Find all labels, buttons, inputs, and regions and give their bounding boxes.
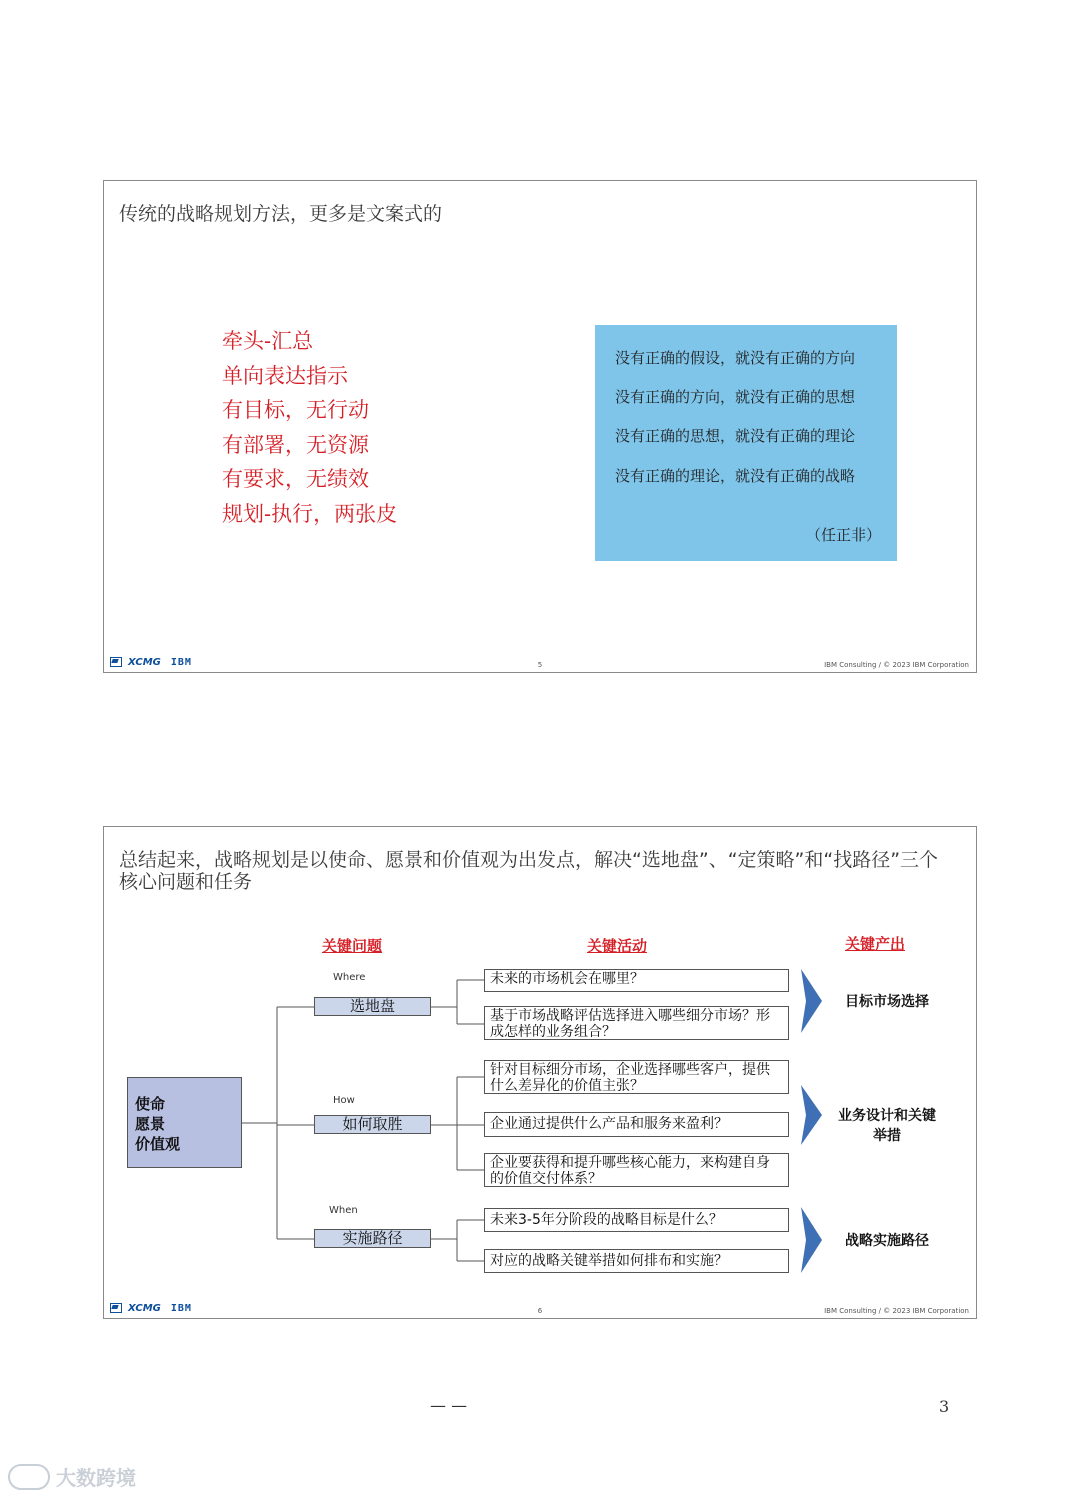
- activity-box: 对应的战略关键举措如何排布和实施？: [484, 1249, 789, 1273]
- quote-author: （任正非）: [805, 526, 881, 544]
- question-box: 如何取胜: [314, 1115, 431, 1134]
- watermark-logo-icon: [8, 1464, 50, 1490]
- output-text: 目标市场选择: [845, 994, 929, 1010]
- ibm-logo: IBM: [170, 656, 192, 668]
- page-number: 3: [939, 1397, 950, 1416]
- slide-page-number: 6: [537, 1307, 543, 1315]
- activity-box: 基于市场战略评估选择进入哪些细分市场？形成怎样的业务组合？: [484, 1006, 789, 1040]
- problem-item: 有目标，无行动: [222, 398, 369, 422]
- slide-strategy-summary: [103, 826, 977, 1319]
- quote-box: [595, 325, 897, 561]
- slide-page-number: 5: [537, 661, 543, 669]
- output-text: 战略实施路径: [845, 1233, 929, 1249]
- quote-line: 没有正确的思想，就没有正确的理论: [615, 427, 856, 445]
- activity-box: 未来的市场机会在哪里？: [484, 969, 789, 992]
- activity-box: 未来3-5年分阶段的战略目标是什么？: [484, 1208, 789, 1232]
- activity-box: 企业要获得和提升哪些核心能力，来构建自身的价值交付体系？: [484, 1153, 789, 1187]
- question-en-label: When: [329, 1205, 358, 1216]
- activity-box: 针对目标细分市场，企业选择哪些客户，提供什么差异化的价值主张？: [484, 1060, 789, 1094]
- watermark-text: 大数跨境: [56, 1466, 136, 1490]
- problem-item: 有要求，无绩效: [222, 467, 369, 491]
- problem-item: 规划-执行，两张皮: [222, 501, 398, 526]
- header-key-questions: 关键问题: [322, 937, 383, 955]
- question-en-label: Where: [333, 972, 366, 983]
- question-en-label: How: [333, 1095, 355, 1106]
- slide-title: 总结起来，战略规划是以使命、愿景和价值观为出发点，解决“选地盘”、“定策略”和“找路径”三个核心问题和任务: [119, 849, 939, 893]
- header-key-outputs: 关键产出: [845, 935, 906, 953]
- question-box: 实施路径: [314, 1229, 431, 1248]
- mission-label: 使命: [135, 1095, 166, 1113]
- slide-traditional-planning: [103, 180, 977, 673]
- output-arrow-icon: [801, 1085, 822, 1145]
- output-arrow-icon: [801, 969, 822, 1033]
- activity-box: 企业通过提供什么产品和服务来盈利？: [484, 1112, 789, 1137]
- xcmg-logo: XCMG: [128, 656, 161, 668]
- copyright: IBM Consulting / © 2023 IBM Corporation: [824, 661, 969, 669]
- output-text: 业务设计和关键举措: [838, 1108, 936, 1144]
- question-box: 选地盘: [314, 997, 431, 1016]
- problem-item: 有部署，无资源: [222, 432, 369, 457]
- xcmg-logo: XCMG: [128, 1302, 161, 1314]
- copyright: IBM Consulting / © 2023 IBM Corporation: [824, 1307, 969, 1315]
- quote-line: 没有正确的方向，就没有正确的思想: [615, 388, 856, 406]
- vision-label: 愿景: [135, 1115, 166, 1133]
- slide-title: 传统的战略规划方法，更多是文案式的: [119, 203, 443, 225]
- quote-line: 没有正确的假设，就没有正确的方向: [615, 349, 856, 367]
- output-arrow-icon: [801, 1207, 822, 1273]
- quote-line: 没有正确的理论，就没有正确的战略: [615, 467, 856, 485]
- problem-list: [222, 324, 397, 531]
- header-key-activities: 关键活动: [587, 937, 648, 955]
- page-dashes: — —: [430, 1396, 468, 1415]
- ibm-logo: IBM: [170, 1302, 192, 1314]
- watermark: [8, 1462, 136, 1491]
- problem-item: 单向表达指示: [222, 363, 348, 388]
- values-label: 价值观: [135, 1135, 181, 1153]
- problem-item: 牵头-汇总: [222, 329, 314, 353]
- mission-vision-values-box: [127, 1077, 242, 1168]
